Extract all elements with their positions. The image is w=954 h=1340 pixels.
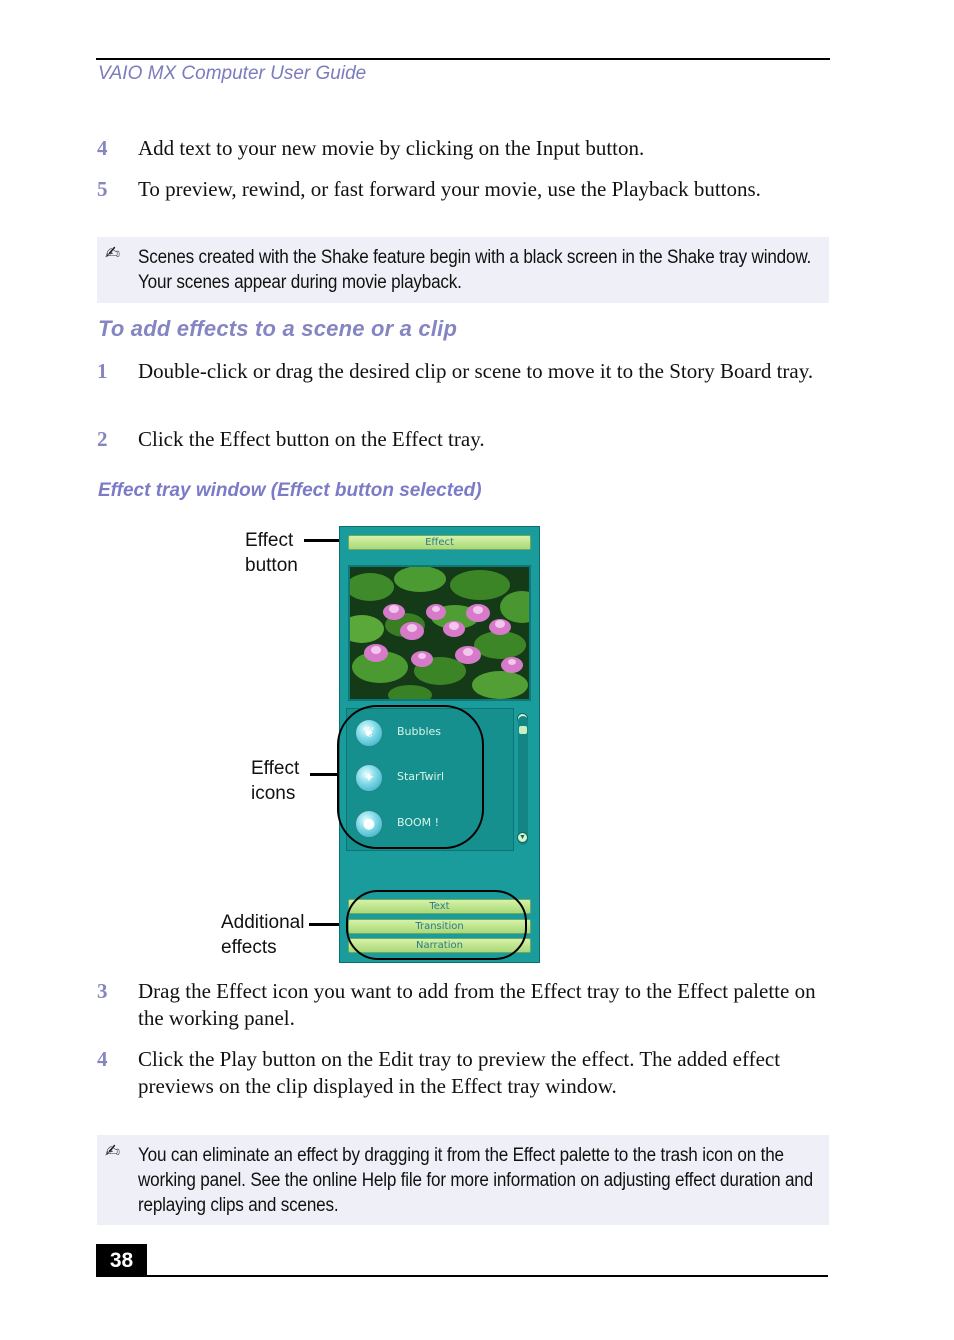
header-rule — [96, 58, 830, 60]
scroll-down-arrow[interactable]: ▼ — [517, 832, 528, 843]
additional-effects-highlight — [346, 890, 527, 960]
clip-preview-image — [348, 565, 531, 701]
effect-button[interactable]: Effect — [348, 535, 531, 550]
step-text: Click the Play button on the Edit tray to preview the effect. The added effect previews on the clip displayed in the Effect tray window. — [138, 1047, 781, 1098]
note-pencil-icon: ✍ — [105, 243, 121, 264]
effect-label: Bubbles — [397, 725, 442, 738]
step-text: Double-click or drag the desired clip or scene to move it to the Story Board tray. — [138, 359, 814, 383]
callout-line: effects — [221, 937, 277, 958]
water-lily-image — [350, 567, 529, 699]
callout-line: Effect — [245, 530, 294, 551]
step-number: 4 — [97, 1047, 108, 1071]
step-number: 2 — [97, 427, 108, 451]
text-button[interactable]: Text — [348, 899, 531, 914]
step-number: 4 — [97, 136, 108, 160]
bubbles-icon[interactable]: ❦ — [354, 718, 384, 748]
note-text: Scenes created with the Shake feature begin with a black screen in the Shake tray window. Your scenes appear during movie playback. — [138, 247, 812, 293]
effect-icons-highlight — [337, 705, 484, 849]
callout-line: Additional — [221, 912, 305, 933]
boom-icon[interactable]: ● — [354, 809, 384, 839]
section-subheading: To add effects to a scene or a clip — [98, 316, 458, 341]
callout-effect-button — [245, 528, 298, 578]
step-number: 3 — [97, 979, 108, 1003]
figure-caption: Effect tray window (Effect button selected) — [98, 480, 482, 501]
page-number: 38 — [96, 1244, 147, 1277]
callout-effect-icons — [251, 756, 299, 806]
scroll-thumb[interactable] — [519, 726, 527, 734]
effect-label: StarTwirl — [397, 770, 445, 783]
header-title: VAIO MX Computer User Guide — [98, 63, 367, 84]
step-text: Add text to your new movie by clicking on the Input button. — [138, 136, 645, 160]
callout-additional-effects — [221, 910, 304, 960]
effect-label: BOOM ! — [397, 816, 440, 829]
step-number: 5 — [97, 177, 108, 201]
callout-line: Effect — [251, 758, 300, 779]
callout-line: button — [245, 555, 298, 576]
footer-rule — [96, 1275, 828, 1277]
note-text: You can eliminate an effect by dragging it from the Effect palette to the trash icon on the working panel. See the online Help file for more information on adjusting effect duration and replaying clips and scenes. — [138, 1145, 813, 1216]
step-text: Drag the Effect icon you want to add from the Effect tray to the Effect palette on the working panel. — [138, 979, 816, 1030]
narration-button[interactable]: Narration — [348, 938, 531, 953]
transition-button[interactable]: Transition — [348, 919, 531, 934]
step-text: Click the Effect button on the Effect tray. — [138, 427, 485, 451]
step-number: 1 — [97, 359, 108, 383]
note-pencil-icon: ✍ — [105, 1141, 121, 1162]
startwirl-icon[interactable]: ✦ — [354, 763, 384, 793]
callout-line: icons — [251, 783, 296, 804]
effect-list-scrollbar[interactable] — [518, 716, 528, 845]
note-box — [97, 237, 829, 303]
step-text: To preview, rewind, or fast forward your movie, use the Playback buttons. — [138, 177, 761, 201]
note-box — [97, 1135, 829, 1225]
